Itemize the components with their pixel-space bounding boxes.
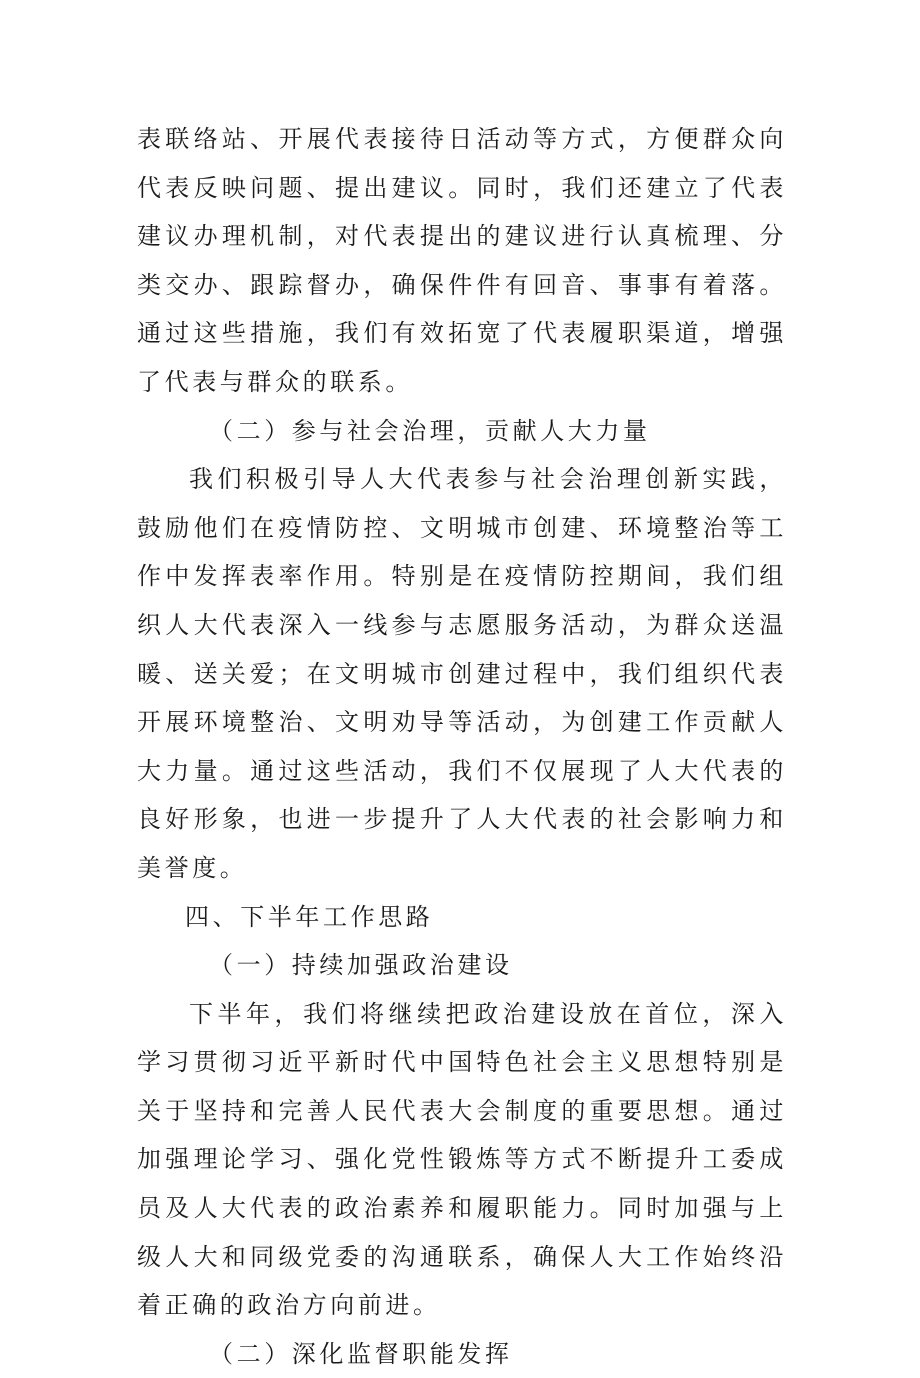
heading-second-half-plan: 四、下半年工作思路 — [185, 902, 434, 931]
subheading-political-construction: （一）持续加强政治建设 — [209, 951, 513, 980]
paragraph-political-construction: 下半年，我们将继续把政治建设放在首位，深入学习贯彻习近平新时代中国特色社会主义思想特别是关于坚持和完善人民代表大会制度的重要思想。通过加强理论学习、强化党性锻炼等方式不断提升工委成员及人大代表的政治素养和履职能力。同时加强与上级人大和同级党委的沟通联系，确保人大工作始终沿着正确的政治方向前进。 — [137, 999, 787, 1320]
subheading-supervision: （二）深化监督职能发挥 — [209, 1339, 513, 1368]
document-body — [137, 115, 787, 1378]
paragraph-continuation: 表联络站、开展代表接待日活动等方式，方便群众向代表反映问题、提出建议。同时，我们还建立了代表建议办理机制，对代表提出的建议进行认真梳理、分类交办、跟踪督办，确保件件有回音、事事有着落。通过这些措施，我们有效拓宽了代表履职渠道，增强了代表与群众的联系。 — [137, 125, 787, 396]
paragraph-social-governance: 我们积极引导人大代表参与社会治理创新实践，鼓励他们在疫情防控、文明城市创建、环境整治等工作中发挥表率作用。特别是在疫情防控期间，我们组织人大代表深入一线参与志愿服务活动，为群众送温暖、送关爱；在文明城市创建过程中，我们组织代表开展环境整治、文明劝导等活动，为创建工作贡献人大力量。通过这些活动，我们不仅展现了人大代表的良好形象，也进一步提升了人大代表的社会影响力和美誉度。 — [137, 465, 787, 882]
subheading-participate-governance: （二）参与社会治理，贡献人大力量 — [209, 416, 651, 445]
